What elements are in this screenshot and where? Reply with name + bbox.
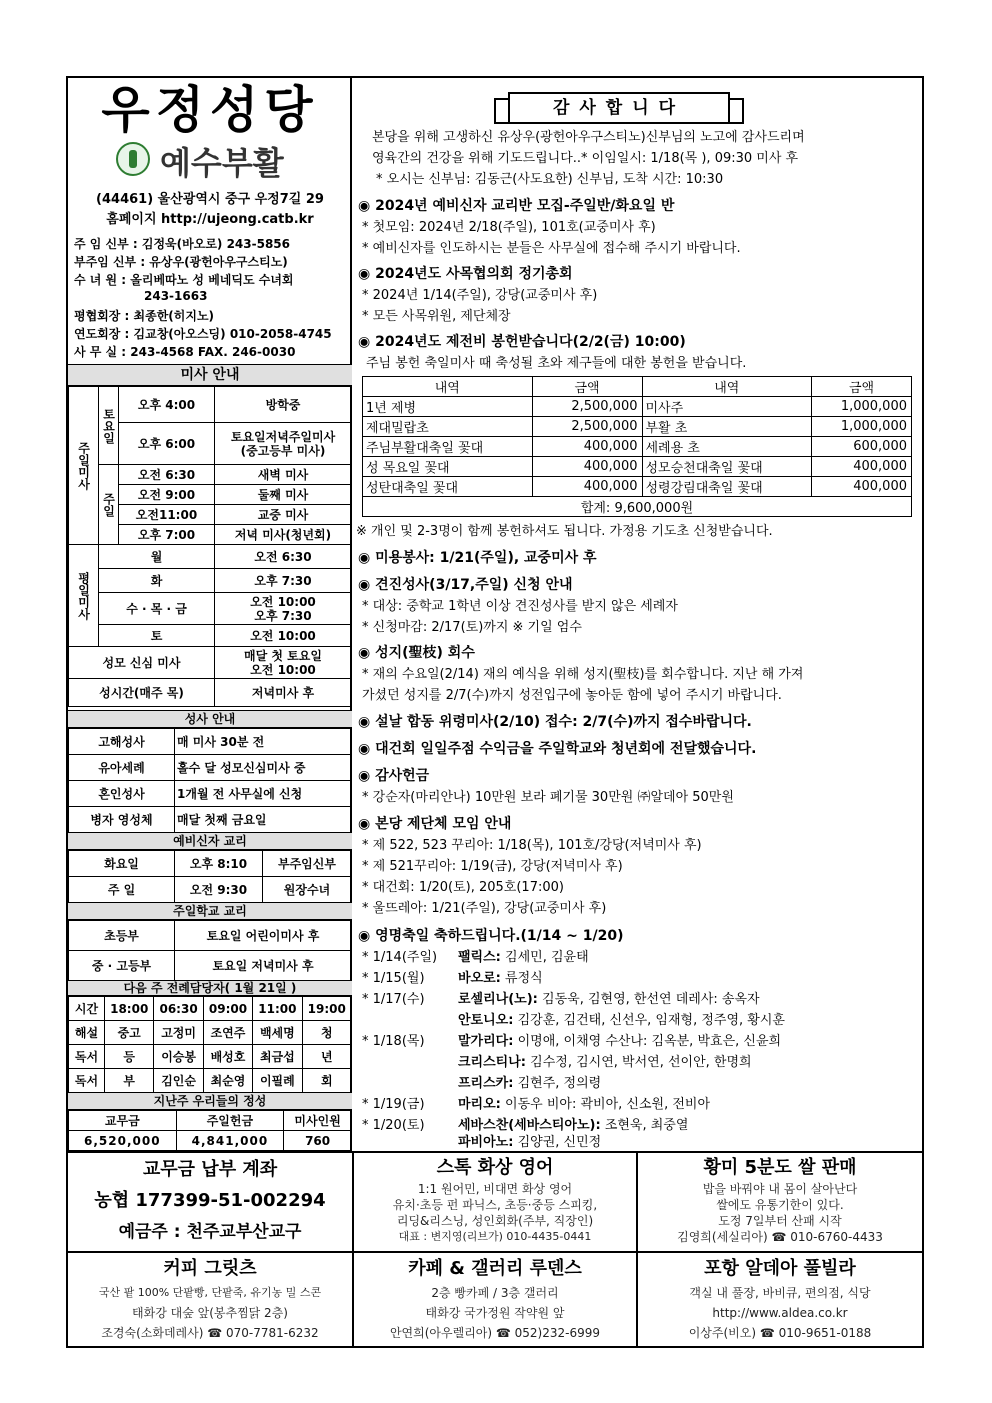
feast-saint: 크리스티나: (458, 1055, 526, 1070)
extra-mass-name: 성모 신심 미사 (69, 647, 215, 679)
offering-item: 제대밀랍초 (363, 417, 533, 437)
notice-line: 가셨던 성지를 2/7(수)까지 성전입구에 놓아둔 함에 넣어 주시기 바랍니다. (362, 688, 782, 703)
offering-amount: 600,000 (812, 437, 912, 457)
feast-saint: 로셀리나(노): (458, 992, 538, 1007)
weekday-time: 오후 7:30 (215, 569, 352, 593)
feast-names: 김양권, 신민정 (517, 1135, 602, 1150)
minister-col: 19:00 (302, 997, 351, 1021)
ad-line[interactable]: http://www.aldea.co.kr (712, 1306, 848, 1320)
feast-date: * 1/14(주일) (362, 950, 438, 965)
feast-saint: 마리오: (458, 1097, 501, 1112)
catechumen-time: 오후 8:10 (175, 851, 263, 877)
feast-date: * 1/15(월) (362, 971, 425, 986)
staff-line: 사 무 실 : 243-4568 FAX. 246-0030 (74, 345, 296, 359)
feast-names: 김수정, 김시연, 박서연, 선이안, 한명희 (530, 1055, 752, 1070)
offering-amount: 400,000 (532, 457, 642, 477)
stats-value: 760 (284, 1131, 352, 1151)
notice-line: * 첫모임: 2024년 2/18(주일), 101호(교중미사 후) (362, 220, 656, 235)
sacrament-info: 홀수 달 성모신심미사 중 (175, 755, 352, 781)
offering-item: 성 목요일 꽃대 (363, 457, 533, 477)
ad-line: 조경숙(소화데레사) ☎ 070-7781-6232 (101, 1326, 319, 1340)
catechumen-head: 예비신자 교리 (68, 832, 352, 850)
minister-cell: 회 (302, 1069, 351, 1093)
school-grade: 중 · 고등부 (69, 951, 175, 981)
minister-cell: 독서 (69, 1069, 105, 1093)
sacrament-head: 성사 안내 (68, 710, 352, 728)
ad-line: 대표 : 변지영(리브가) 010-4435-0441 (398, 1230, 592, 1243)
mass-time: 오전11:00 (119, 505, 215, 525)
offering-item: 1년 제병 (363, 397, 533, 417)
church-address: (44461) 울산광역시 중구 우정7길 29 (96, 192, 324, 207)
school-time: 토요일 어린이미사 후 (175, 921, 352, 951)
notice-line: * 울뜨레아: 1/21(주일), 강당(교중미사 후) (362, 901, 607, 916)
stats-col: 교무금 (69, 1111, 177, 1131)
feast-names: 조현욱, 최중열 (604, 1118, 689, 1133)
offering-item: 성모승천대축일 꽃대 (642, 457, 812, 477)
feast-names: 류정식 (505, 971, 543, 986)
ad-line: 안연희(아우렐리아) ☎ 052)232-6999 (389, 1326, 601, 1340)
ad-heading: 포항 알데아 풀빌라 (704, 1258, 856, 1279)
notice-heading: ◉ 미용봉사: 1/21(주일), 교중미사 후 (358, 550, 597, 566)
stats-value: 6,520,000 (69, 1131, 177, 1151)
catechumen-teacher: 부주임신부 (262, 851, 351, 877)
sacrament-name: 고해성사 (69, 729, 175, 755)
offering-col: 내역 (363, 377, 533, 397)
ad-line: 2층 빵카페 / 3층 갤러리 (431, 1286, 559, 1300)
extra-mass-time: 저녁미사 후 (215, 679, 352, 707)
ad-account (68, 1155, 352, 1251)
minister-cell: 백세명 (253, 1021, 302, 1045)
ad-line: 예금주 : 천주교부산교구 (118, 1222, 302, 1242)
notice-heading: ◉ 2024년 예비신자 교리반 모집-주일반/화요일 반 (358, 198, 675, 214)
thanks-title: 감사합니다 (508, 92, 730, 124)
notice-heading: ◉ 대건회 일일주점 수익금을 주일학교와 청년회에 전달했습니다. (358, 741, 757, 757)
sun-label: 주일 (99, 465, 119, 545)
sundayschool-head: 주일학교 교리 (68, 902, 352, 920)
offering-amount: 400,000 (812, 477, 912, 497)
feast-names: 김동욱, 김현영, 한선연 데레사: 송옥자 (542, 992, 760, 1007)
ad-line: 리딩&리스닝, 성인회화(주부, 직장인) (396, 1214, 594, 1228)
feast-date: * 1/17(수) (362, 992, 425, 1007)
minister-cell: 해설 (69, 1021, 105, 1045)
minister-cell: 독서 (69, 1045, 105, 1069)
catechumen-day: 화요일 (69, 851, 175, 877)
offering-item: 성령강림대축일 꽃대 (642, 477, 812, 497)
sacrament-info: 1개월 전 사무실에 신청 (175, 781, 352, 807)
notice-line: * 신청마감: 2/17(토)까지 ※ 기일 엄수 (362, 620, 582, 635)
feast-saint: 바오로: (458, 971, 501, 986)
offering-col: 금액 (812, 377, 912, 397)
minister-col: 11:00 (253, 997, 302, 1021)
sacrament-name: 유아세례 (69, 755, 175, 781)
minister-cell: 최금섭 (253, 1045, 302, 1069)
ad-line: 국산 팥 100% 단팥빵, 단팥죽, 유기농 밀 스콘 (98, 1286, 322, 1299)
staff-line: 수 녀 원 : 올리베따노 성 베네딕도 수녀회 (74, 273, 294, 287)
notice-line: * 대상: 중학교 1학년 이상 견진성사를 받지 않은 세례자 (362, 599, 678, 614)
notice-heading: ◉ 2024년도 사목협의회 정기총회 (358, 266, 573, 282)
offering-amount: 400,000 (532, 437, 642, 457)
feast-row (362, 1095, 710, 1114)
catechumen-time: 오전 9:30 (175, 877, 263, 903)
notice-heading: ◉ 2024년도 제전비 봉헌받습니다(2/2(금) 10:00) (358, 334, 686, 350)
notice-heading: ◉ 성지(聖枝) 회수 (358, 645, 475, 661)
feast-saint: 프리스카: (458, 1076, 514, 1091)
feast-date: * 1/20(토) (362, 1118, 425, 1133)
notice-line: * 대건회: 1/20(토), 205호(17:00) (362, 880, 564, 895)
notice-line: * 강순자(마리안나) 10만원 보라 폐기물 30만원 ㈜알데아 50만원 (362, 790, 734, 805)
mass-name: 토요일저녁주일미사 (중고등부 미사) (215, 423, 352, 465)
stats-table (68, 1110, 352, 1151)
mass-name: 교중 미사 (215, 505, 352, 525)
catechumen-table (68, 850, 352, 903)
mass-table (68, 386, 352, 707)
ministers-head: 다음 주 전례담당자( 1월 21일 ) (68, 980, 352, 996)
left-column (68, 78, 352, 1151)
sacrament-name: 병자 영성체 (69, 807, 175, 833)
notice-heading: ◉ 본당 제단체 모임 안내 (358, 816, 512, 832)
sunday-label: 주일미사 (69, 387, 99, 545)
sacrament-info: 매달 첫째 금요일 (175, 807, 352, 833)
feast-saint: 말가리다: (458, 1034, 514, 1049)
staff-line: 연도회장 : 김교창(아오스딩) 010-2058-4745 (74, 327, 332, 341)
notice-line: * 모든 사목위원, 제단체장 (362, 309, 511, 324)
weekday-time: 오전 10:00 오후 7:30 (215, 593, 352, 625)
right-column (354, 78, 922, 1151)
feast-row (362, 948, 589, 967)
sacrament-name: 혼인성사 (69, 781, 175, 807)
offering-item: 미사주 (642, 397, 812, 417)
feast-names: 이동우 비아: 곽비아, 신소원, 전비아 (505, 1097, 711, 1112)
minister-col: 18:00 (105, 997, 154, 1021)
offering-item: 부활 초 (642, 417, 812, 437)
school-grade: 초등부 (69, 921, 175, 951)
catechumen-teacher: 원장수녀 (262, 877, 351, 903)
notice-line: * 제 521꾸리아: 1/19(금), 강당(저녁미사 후) (362, 859, 623, 874)
ad-line: 농협 177399-51-002294 (94, 1190, 326, 1211)
church-homepage[interactable]: 홈페이지 http://ujeong.catb.kr (106, 212, 314, 227)
stats-col: 미사인원 (284, 1111, 352, 1131)
offering-col: 금액 (532, 377, 642, 397)
offering-note: ※ 개인 및 2-3명이 함께 봉헌하셔도 됩니다. 가정용 기도초 신청받습니다. (356, 524, 773, 539)
weekday-time: 오전 10:00 (215, 625, 352, 647)
thanks-line: 영육간의 건강을 위해 기도드립니다..* 이임일시: 1/18(목 ), 09:30 미사 후 (372, 151, 799, 166)
notice-heading: ◉ 영명축일 축하드립니다.(1/14 ~ 1/20) (358, 928, 624, 944)
offering-amount: 400,000 (812, 457, 912, 477)
mass-time: 오후 6:00 (119, 423, 215, 465)
offering-total: 합계: 9,600,000원 (363, 497, 912, 517)
ad-villa (638, 1255, 922, 1346)
mass-name: 방학중 (215, 387, 352, 423)
ad-line: 김영희(세실리아) ☎ 010-6760-4433 (677, 1230, 883, 1244)
staff-line: 주 임 신부 : 김정욱(바오로) 243-5856 (74, 237, 291, 251)
feast-saint: 세바스찬(세바스티아노): (458, 1118, 601, 1133)
feast-saint: 파비아노: (458, 1135, 514, 1150)
feast-names: 이명애, 이채영 수산나: 김옥분, 박효은, 신윤희 (517, 1034, 782, 1049)
feast-row (362, 990, 760, 1009)
minister-cell: 고정미 (154, 1021, 203, 1045)
ad-english (354, 1155, 636, 1251)
weekday-time: 오전 6:30 (215, 545, 352, 569)
weekday-day: 수 · 목 · 금 (99, 593, 215, 625)
sat-label: 토요일 (99, 387, 119, 465)
minister-col: 시간 (69, 997, 105, 1021)
notice-heading: ◉ 설날 합동 위령미사(2/10) 접수: 2/7(수)까지 접수바랍니다. (358, 714, 752, 730)
sacrament-info: 매 미사 30분 전 (175, 729, 352, 755)
minister-cell: 최순영 (203, 1069, 252, 1093)
weekday-day: 월 (99, 545, 215, 569)
ad-heading: 교무금 납부 계좌 (142, 1159, 278, 1180)
church-title: 우정성당 (101, 81, 319, 139)
stats-value: 4,841,000 (176, 1131, 284, 1151)
offering-item: 세례용 초 (642, 437, 812, 457)
offering-amount: 1,000,000 (812, 397, 912, 417)
feast-saint: 안토니오: (458, 1013, 514, 1028)
ads-panel (66, 1153, 924, 1348)
notice-line: * 2024년 1/14(주일), 강당(교중미사 후) (362, 288, 598, 303)
offering-amount: 1,000,000 (812, 417, 912, 437)
feast-row (362, 1074, 601, 1093)
sundayschool-table (68, 920, 352, 981)
minister-cell: 조연주 (203, 1021, 252, 1045)
offering-col: 내역 (642, 377, 812, 397)
minister-cell: 부 (105, 1069, 154, 1093)
ad-line: 도정 7일부터 산패 시작 (718, 1214, 842, 1228)
notice-line: 주님 봉헌 축일미사 때 축성될 초와 제구들에 대한 봉헌을 받습니다. (366, 356, 747, 371)
thanks-line: 본당을 위해 고생하신 유상우(광헌아우구스티노)신부님의 노고에 감사드리며 (372, 130, 805, 145)
ad-line: 유치·초등 펀 파닉스, 초등·중등 스피킹, (392, 1198, 598, 1212)
notice-line: * 제 522, 523 꾸리아: 1/18(목), 101호/강당(저녁미사 후) (362, 838, 702, 853)
church-subtitle: 예수부활 (160, 144, 284, 182)
minister-col: 09:00 (203, 997, 252, 1021)
ad-rice (638, 1155, 922, 1251)
offering-table (362, 376, 912, 517)
feast-date: * 1/18(목) (362, 1034, 425, 1049)
weekday-day: 토 (99, 625, 215, 647)
bulletin-frame (66, 76, 924, 1153)
minister-col: 06:30 (154, 997, 203, 1021)
feast-saint: 팰릭스: (458, 950, 501, 965)
mass-time: 오전 6:30 (119, 465, 215, 485)
notice-line: * 재의 수요일(2/14) 재의 예식을 위해 성지(聖枝)를 회수합니다. 지난 해 가져 (362, 667, 804, 682)
notice-heading: ◉ 견진성사(3/17,주일) 신청 안내 (358, 577, 573, 593)
ad-line: 객실 내 풀장, 바비큐, 편의점, 식당 (689, 1286, 871, 1300)
thanks-line: * 오시는 신부님: 김동근(사도요한) 신부님, 도착 시간: 10:30 (376, 172, 724, 187)
mass-name: 둘째 미사 (215, 485, 352, 505)
ad-cafe (354, 1255, 636, 1346)
ad-coffee (68, 1255, 352, 1346)
notice-line: * 예비신자를 인도하시는 분들은 사무실에 접수해 주시기 바랍니다. (362, 241, 741, 256)
mass-time: 오전 9:00 (119, 485, 215, 505)
staff-line: 243-1663 (144, 289, 208, 303)
feast-row (362, 1032, 781, 1051)
mass-name: 새벽 미사 (215, 465, 352, 485)
feast-names: 김현주, 정의령 (517, 1076, 602, 1091)
feast-row (362, 969, 543, 988)
minister-cell: 청 (302, 1021, 351, 1045)
feast-row (362, 1053, 752, 1072)
ad-heading: 스톡 화상 영어 (436, 1157, 554, 1178)
minister-cell: 년 (302, 1045, 351, 1069)
minister-cell: 등 (105, 1045, 154, 1069)
mass-name: 저녁 미사(청년회) (215, 525, 352, 545)
minister-cell: 김인순 (154, 1069, 203, 1093)
weekday-label: 평일미사 (69, 545, 99, 647)
minister-cell: 중고 (105, 1021, 154, 1045)
feast-names: 김강훈, 김건태, 신선우, 임재형, 정주영, 황시훈 (517, 1013, 785, 1028)
offering-item: 주님부활대축일 꽃대 (363, 437, 533, 457)
ad-line: 밥을 바꿔야 내 몸이 살아난다 (702, 1182, 858, 1196)
mass-head: 미사 안내 (68, 364, 352, 386)
ad-line: 태화강 국가정원 작약원 앞 (425, 1306, 565, 1320)
ministers-table (68, 996, 352, 1093)
ad-heading: 커피 그릿츠 (163, 1258, 257, 1279)
catechumen-day: 주 일 (69, 877, 175, 903)
offering-amount: 2,500,000 (532, 417, 642, 437)
minister-cell: 이승봉 (154, 1045, 203, 1069)
mass-time: 오후 4:00 (119, 387, 215, 423)
ad-line: 태화강 대숲 앞(봉추찜닭 2층) (132, 1306, 288, 1320)
mass-time: 오후 7:00 (119, 525, 215, 545)
stats-head: 지난주 우리들의 정성 (68, 1092, 352, 1110)
extra-mass-time: 매달 첫 토요일 오전 10:00 (215, 647, 352, 679)
extra-mass-name: 성시간(매주 목) (69, 679, 215, 707)
school-time: 토요일 저녁미사 후 (175, 951, 352, 981)
sacrament-table (68, 728, 352, 833)
feast-date: * 1/19(금) (362, 1097, 425, 1112)
ad-heading: 카페 & 갤러리 루덴스 (408, 1258, 582, 1279)
ad-line: 이상주(비오) ☎ 010-9651-0188 (688, 1326, 872, 1340)
feast-names: 김세민, 김윤태 (505, 950, 589, 965)
offering-amount: 400,000 (532, 477, 642, 497)
notice-heading: ◉ 감사헌금 (358, 768, 430, 784)
ad-line: 1:1 원어민, 비대면 화상 영어 (417, 1182, 573, 1196)
offering-item: 성탄대축일 꽃대 (363, 477, 533, 497)
ad-heading: 황미 5분도 쌀 판매 (703, 1157, 857, 1178)
feast-row (362, 1011, 785, 1030)
offering-amount: 2,500,000 (532, 397, 642, 417)
minister-cell: 이필례 (253, 1069, 302, 1093)
feast-row (362, 1133, 601, 1152)
staff-line: 부주임 신부 : 유상우(광헌아우구스티노) (74, 255, 288, 269)
stats-col: 주일헌금 (176, 1111, 284, 1131)
minister-cell: 배성호 (203, 1045, 252, 1069)
ad-line: 쌀에도 유통기한이 있다. (716, 1198, 844, 1212)
staff-line: 평협회장 : 최종한(히지노) (74, 309, 215, 323)
church-logo-icon (116, 142, 150, 176)
weekday-day: 화 (99, 569, 215, 593)
